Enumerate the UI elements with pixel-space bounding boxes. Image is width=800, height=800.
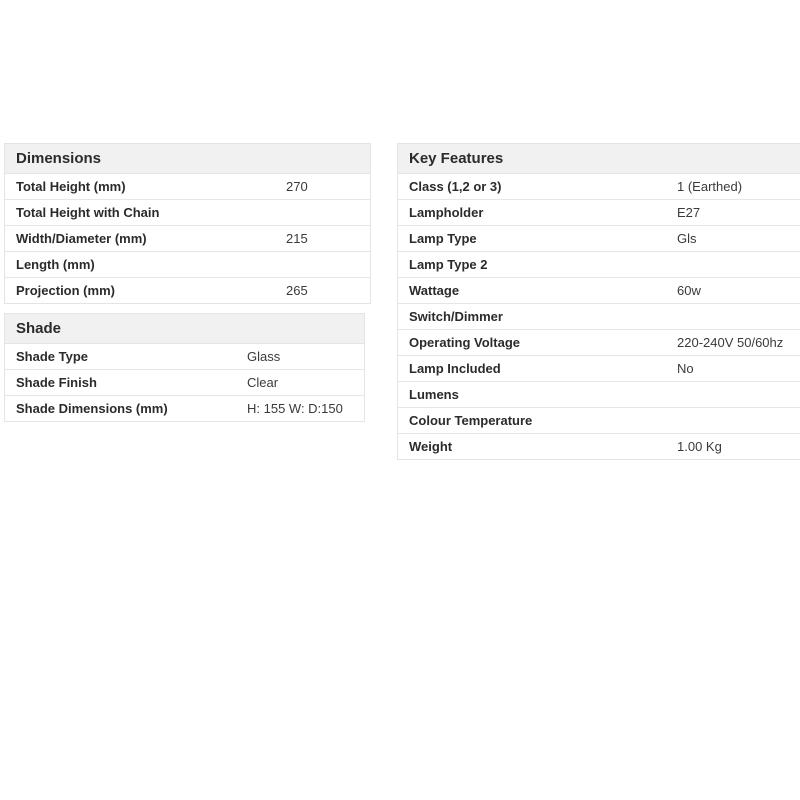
row-value: 265 xyxy=(286,283,308,298)
row-value: 60w xyxy=(677,283,701,298)
row-label: Shade Type xyxy=(16,349,89,364)
row-value: Glass xyxy=(247,349,281,364)
row-value: Clear xyxy=(247,375,279,390)
table-row xyxy=(398,200,800,226)
row-label: Weight xyxy=(409,439,453,454)
row-label: Total Height with Chain xyxy=(16,205,160,220)
table-row xyxy=(5,252,370,278)
row-label: Switch/Dimmer xyxy=(409,309,503,324)
table-row xyxy=(5,200,370,226)
row-value: No xyxy=(677,361,694,376)
table-row xyxy=(398,408,800,434)
row-value: 1.00 Kg xyxy=(677,439,722,454)
key-features-panel xyxy=(397,143,800,460)
row-label: Operating Voltage xyxy=(409,335,520,350)
row-label: Wattage xyxy=(409,283,460,298)
table-row xyxy=(5,278,370,303)
row-label: Lamp Included xyxy=(409,361,501,376)
row-label: Lamp Type xyxy=(409,231,477,246)
table-row xyxy=(5,174,370,200)
table-row xyxy=(398,226,800,252)
table-row xyxy=(398,304,800,330)
table-row xyxy=(398,330,800,356)
row-label: Lumens xyxy=(409,387,459,402)
row-label: Lamp Type 2 xyxy=(409,257,488,272)
table-row xyxy=(5,396,364,421)
row-label: Length (mm) xyxy=(16,257,95,272)
row-label: Width/Diameter (mm) xyxy=(16,231,147,246)
row-value: 220-240V 50/60hz xyxy=(677,335,784,350)
row-value: E27 xyxy=(677,205,701,220)
row-label: Lampholder xyxy=(409,205,484,220)
table-row xyxy=(5,344,364,370)
row-value: 215 xyxy=(286,231,308,246)
dimensions-panel xyxy=(4,143,371,304)
shade-panel xyxy=(4,313,365,422)
key-features-title: Key Features xyxy=(398,144,800,174)
row-value: H: 155 W: D:150 xyxy=(247,401,343,416)
table-row xyxy=(398,382,800,408)
table-row xyxy=(398,434,800,459)
row-value: Gls xyxy=(677,231,697,246)
row-label: Shade Finish xyxy=(16,375,97,390)
row-label: Projection (mm) xyxy=(16,283,115,298)
row-value: 270 xyxy=(286,179,308,194)
row-value: 1 (Earthed) xyxy=(677,179,743,194)
dimensions-title: Dimensions xyxy=(5,144,370,174)
table-row xyxy=(398,174,800,200)
table-row xyxy=(5,370,364,396)
row-label: Colour Temperature xyxy=(409,413,533,428)
row-label: Shade Dimensions (mm) xyxy=(16,401,168,416)
table-row xyxy=(398,278,800,304)
table-row xyxy=(5,226,370,252)
shade-title: Shade xyxy=(5,314,364,344)
table-row xyxy=(398,252,800,278)
row-label: Class (1,2 or 3) xyxy=(409,179,502,194)
row-label: Total Height (mm) xyxy=(16,179,126,194)
table-row xyxy=(398,356,800,382)
